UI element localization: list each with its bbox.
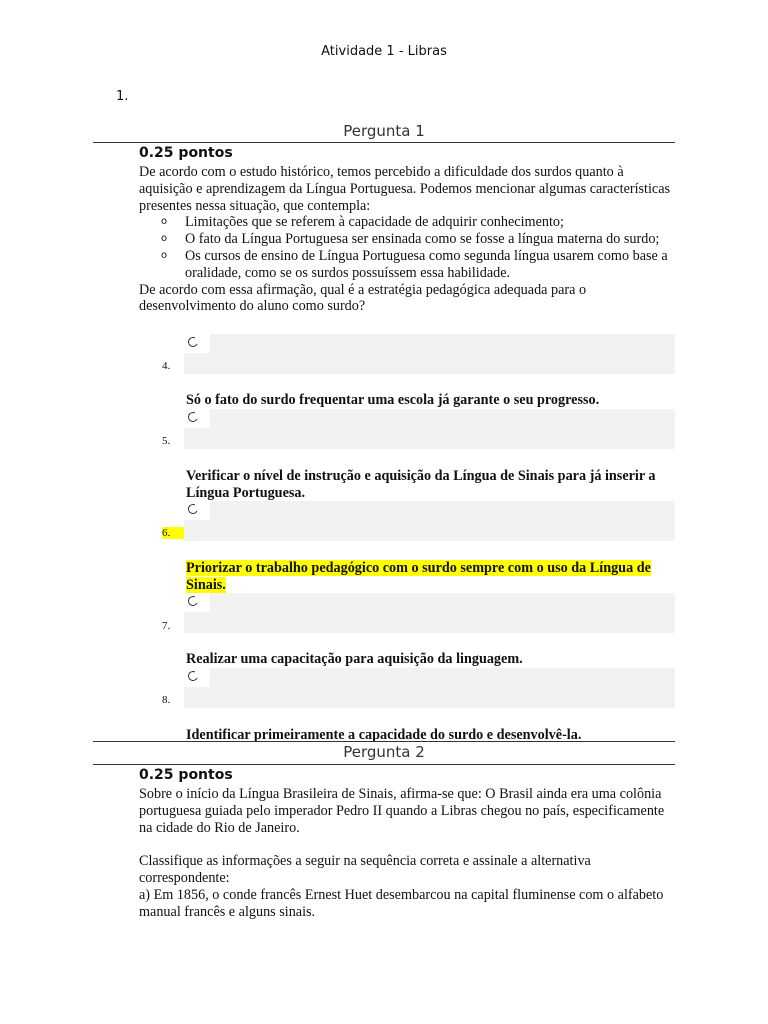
answer-option-7[interactable] — [184, 593, 675, 633]
bullet-circle-icon: o — [161, 249, 168, 261]
question-2-top-divider — [93, 741, 675, 742]
question-1-intro: De acordo com o estudo histórico, temos percebido a dificuldade dos surdos quanto à aquisição e aprendizagem da Língua Portuguesa. Podemos mencionar algumas características presentes nessa situação, que contempla: — [139, 164, 671, 214]
question-2-intro: Sobre o início da Língua Brasileira de Sinais, afirma-se que: O Brasil ainda era uma colônia portuguesa guiada pelo imperador Pedro II quando a Libras chegou no país, especificamente na cidade do Rio de Janeiro. — [139, 786, 665, 836]
question-2-body — [139, 786, 679, 920]
question-2-instruction: Classifique as informações a seguir na sequência correta e assinale a alternativa correspondente: — [139, 853, 591, 886]
question-1-points: 0.25 pontos — [139, 145, 233, 161]
option-text-highlighted[interactable] — [186, 560, 676, 594]
list-number: 1. — [116, 89, 129, 104]
bullet-circle-icon: o — [161, 216, 168, 228]
radio-button[interactable] — [184, 593, 210, 612]
radio-circle-icon — [187, 503, 200, 516]
radio-circle-icon — [187, 670, 200, 683]
question-2-header: Pergunta 2 — [343, 743, 425, 761]
option-text[interactable]: Realizar uma capacitação para aquisição da linguagem. — [186, 651, 523, 667]
question-1-prompt: De acordo com essa afirmação, qual é a estratégia pedagógica adequada para o desenvolvimento do aluno como surdo? — [139, 281, 587, 315]
answer-option-5[interactable] — [184, 409, 675, 449]
highlighted-answer: Priorizar o trabalho pedagógico com o surdo sempre com o uso da Língua de Sinais. — [186, 560, 651, 593]
question-2-divider — [93, 764, 675, 765]
option-number: 7. — [162, 620, 171, 632]
document-title: Atividade 1 - Libras — [321, 44, 447, 59]
option-number: 8. — [162, 694, 171, 706]
radio-button[interactable] — [184, 409, 210, 428]
radio-button[interactable] — [184, 334, 210, 353]
answer-option-8[interactable] — [184, 668, 675, 708]
radio-button[interactable] — [184, 668, 210, 687]
question-1-body — [139, 164, 679, 315]
option-text[interactable]: Só o fato do surdo frequentar uma escola já garante o seu progresso. — [186, 392, 600, 408]
answer-option-6[interactable] — [184, 501, 675, 541]
radio-circle-icon — [187, 595, 200, 608]
bullet-item: o Os cursos de ensino de Língua Portuguesa como segunda língua usarem como base a oralidade, como se os surdos possuíssem essa habilidade. — [161, 247, 668, 281]
answer-option-4[interactable] — [184, 334, 675, 374]
option-text[interactable]: Verificar o nível de instrução e aquisição da Língua de Sinais para já inserir a Língua Portuguesa. — [186, 468, 656, 501]
bullet-circle-icon: o — [161, 233, 168, 245]
question-1-bullet-list — [139, 214, 679, 281]
question-1-header: Pergunta 1 — [343, 122, 425, 140]
radio-circle-icon — [187, 411, 200, 424]
question-2-points: 0.25 pontos — [139, 767, 233, 783]
option-number: 5. — [162, 435, 171, 447]
option-text[interactable]: Identificar primeiramente a capacidade do surdo e desenvolvê-la. — [186, 727, 582, 741]
question-2-item-a: a) Em 1856, o conde francês Ernest Huet desembarcou na capital fluminense com o alfabeto manual francês e alguns sinais. — [139, 886, 664, 920]
radio-circle-icon — [187, 336, 200, 349]
option-number: 6. — [162, 527, 184, 539]
bullet-item: o O fato da Língua Portuguesa ser ensinada como se fosse a língua materna do surdo; — [161, 231, 660, 248]
bullet-item: o Limitações que se referem à capacidade de adquirir conhecimento; — [161, 214, 564, 231]
option-number: 4. — [162, 360, 171, 372]
radio-button[interactable] — [184, 501, 210, 520]
